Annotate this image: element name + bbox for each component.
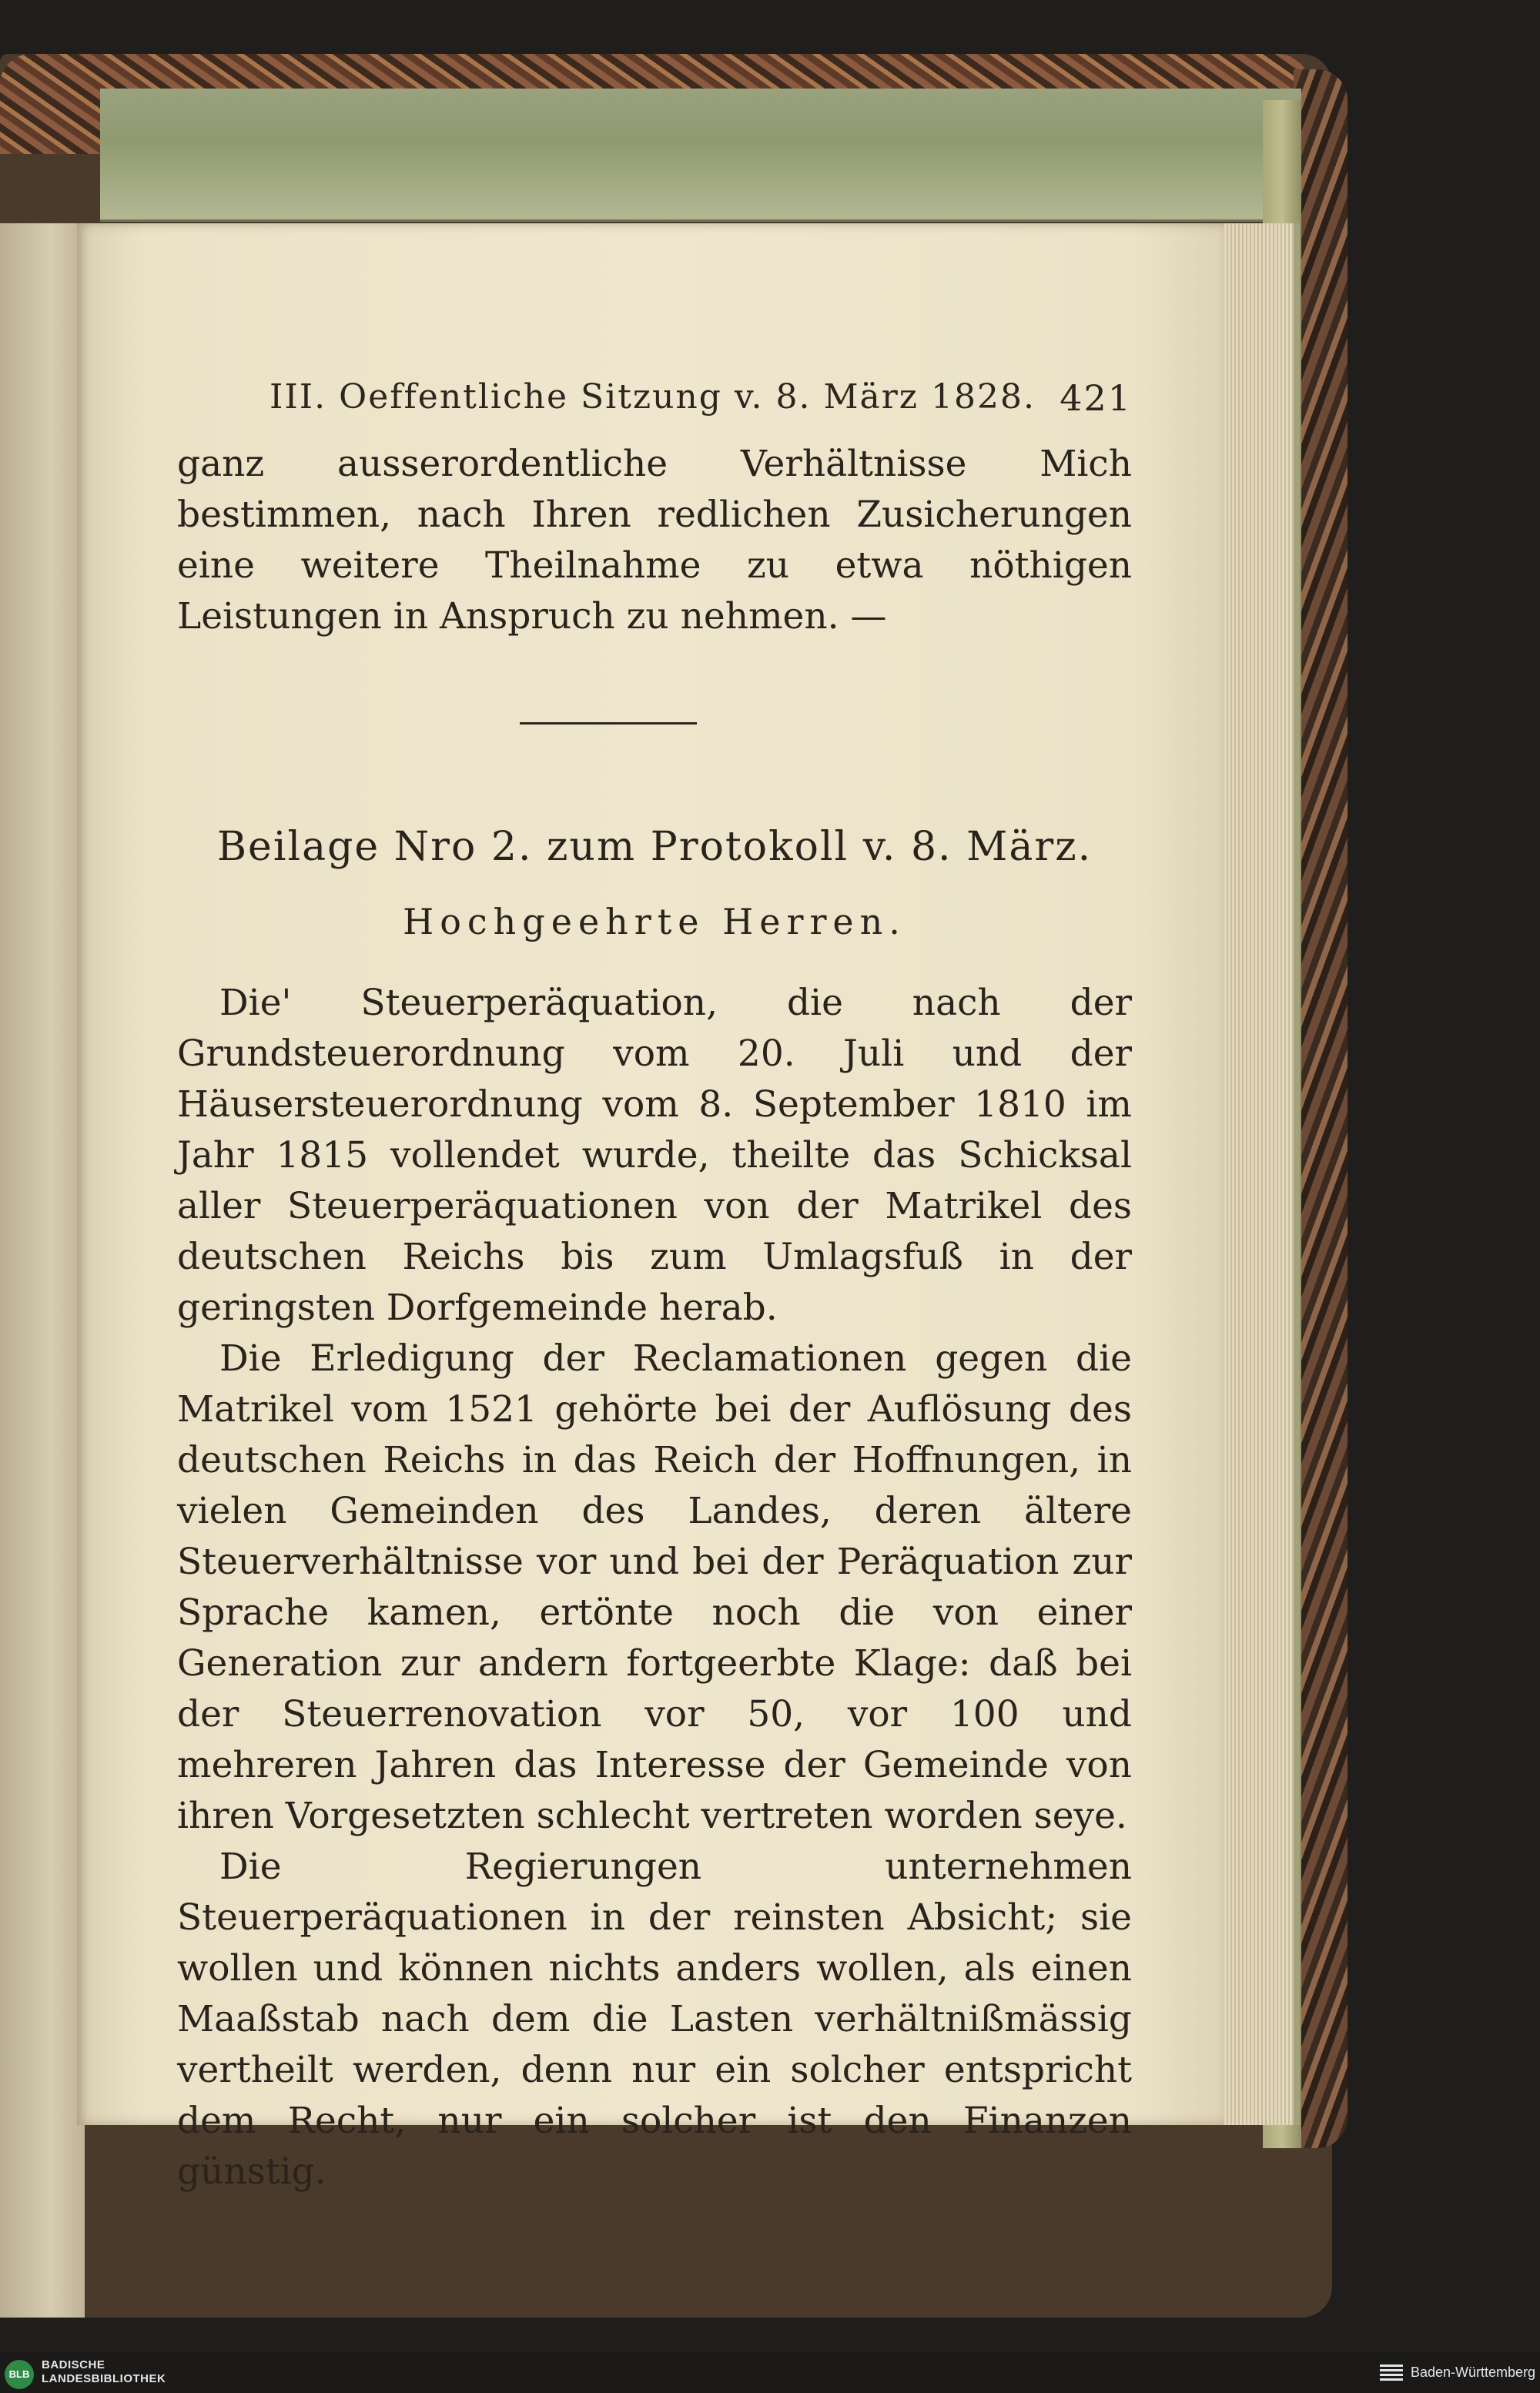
marbled-cover-edge (1294, 69, 1348, 2148)
left-page-edge (0, 223, 85, 2318)
state-name[interactable]: Baden-Württemberg (1411, 2365, 1536, 2380)
page-number: 421 (1060, 377, 1132, 419)
library-name-line1: BADISCHE (42, 2358, 105, 2371)
book-page (77, 223, 1224, 2193)
salutation: Hochgeehrte Herren. (403, 901, 906, 942)
section-heading: Beilage Nro 2. zum Protokoll v. 8. März. (216, 824, 1093, 870)
continuation-paragraph: ganz ausserordentliche Verhältnisse Mich bestimmen, nach Ihren redlichen Zusicherungen eine weitere Theilnahme zu etwa nöthigen Leistungen in Anspruch zu nehmen. — (177, 443, 1132, 638)
library-name[interactable] (42, 2358, 166, 2386)
footer-bar (0, 2352, 1540, 2393)
blb-logo[interactable]: BLB (5, 2360, 34, 2389)
paragraph: Die' Steuerperäquation, die nach der Grundsteuerordnung vom 20. Juli und der Häusersteuerordnung vom 8. September 1810 im Jahr 1815 vollendet wurde, theilte das Schicksal aller Steuerperäquationen von der Matrikel des deutschen Reichs bis zum Umlagsfuß in der geringsten Dorfgemeinde herab. (177, 982, 1132, 1329)
library-name-line2: LANDESBIBLIOTHEK (42, 2372, 166, 2385)
running-header-text: III. Oeffentliche Sitzung v. 8. März 1828. (270, 377, 1036, 417)
coat-of-arms-icon (1378, 2361, 1404, 2386)
running-header (270, 377, 1132, 417)
page-block-top-edge (100, 89, 1301, 222)
paragraph: Die Erledigung der Reclamationen gegen die Matrikel vom 1521 gehörte bei der Auflösung des deutschen Reichs in das Reich der Hoffnungen, in vielen Gemeinden des Landes, deren ältere Steuerverhältnisse vor und bei der Peräquation zur Sprache kamen, ertönte noch die von einer Generation zur andern fortgeerbte Klage: daß bei der Steuerrenovation vor 50, vor 100 und mehreren Jahren das Interesse der Gemeinde von ihren Vorgesetzten schlecht vertreten worden seye. (177, 1337, 1132, 1837)
section-divider (520, 722, 697, 725)
paragraph: Die Regierungen unternehmen Steuerperäquationen in der reinsten Absicht; sie wollen und können nichts anders wollen, als einen Maaßstab nach dem die Lasten verhältnißmässig vertheilt werden, denn nur ein solcher entspricht dem Recht, nur ein solcher ist den Finanzen günstig. (177, 1846, 1132, 2193)
main-text (177, 978, 1132, 2197)
